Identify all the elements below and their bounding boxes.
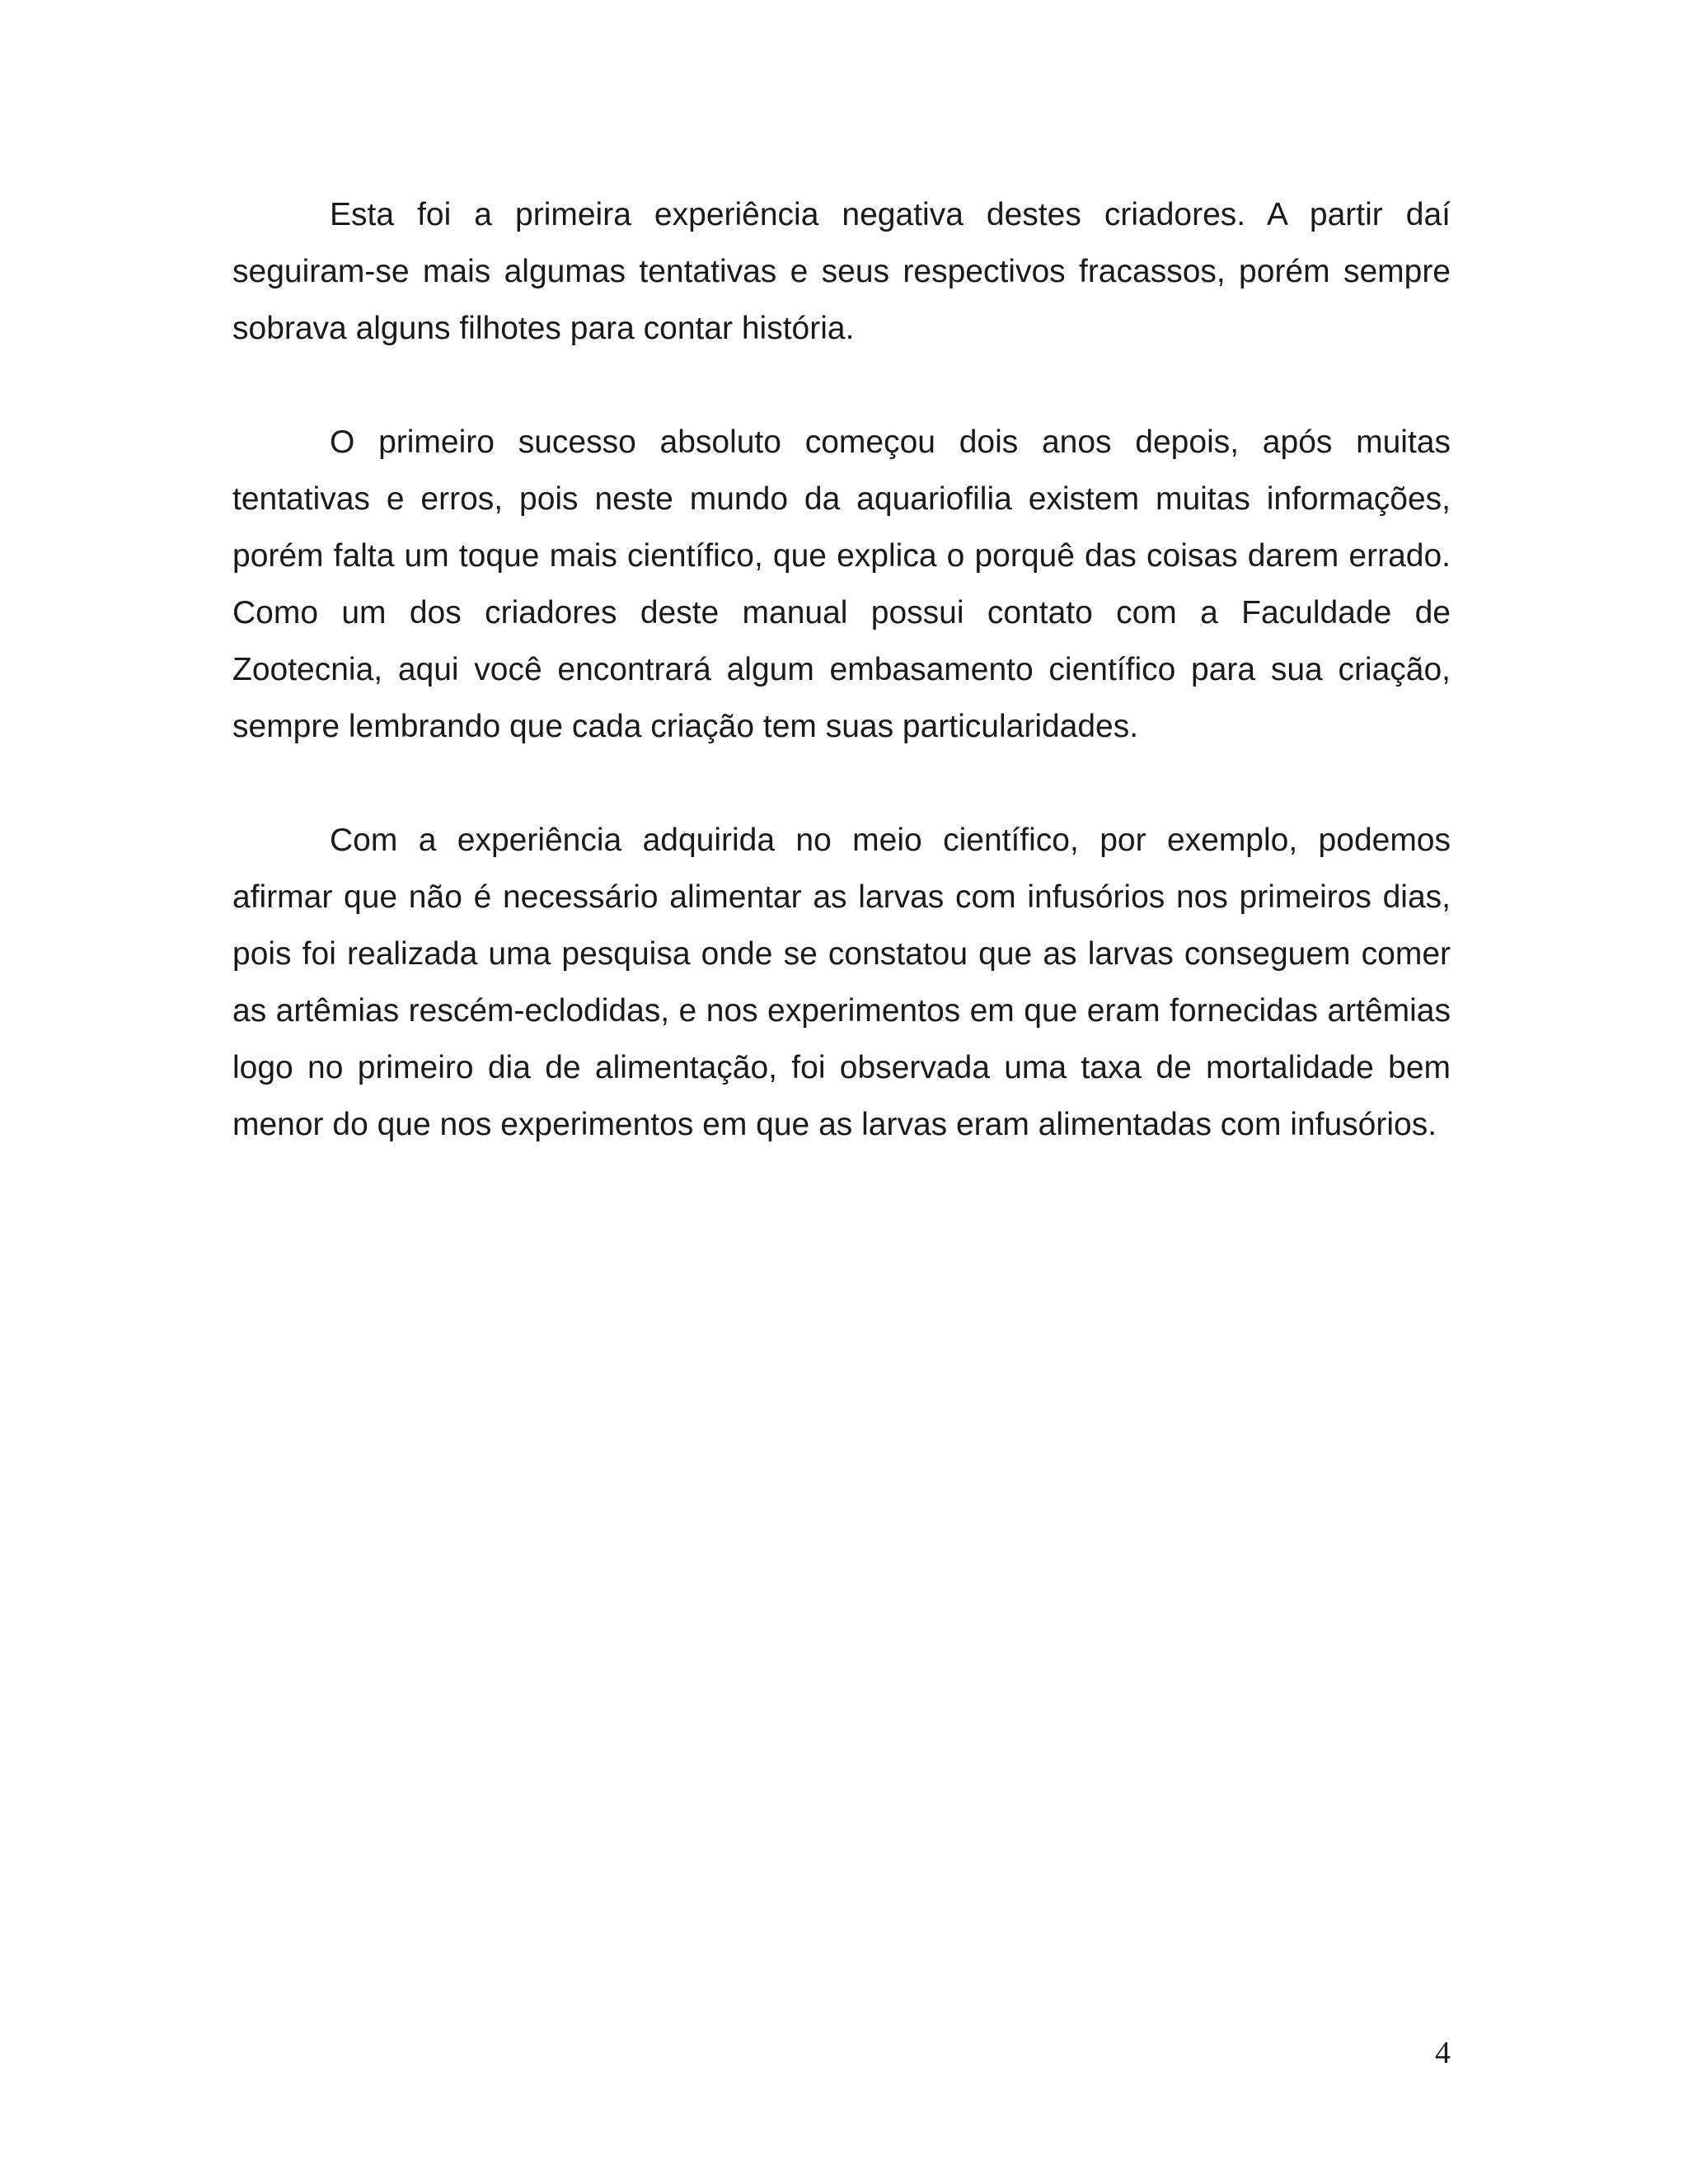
- paragraph-3: Com a experiência adquirida no meio científico, por exemplo, podemos afirmar que não é necessário alimentar as larvas com infusórios nos primeiros dias, pois foi realizada uma pesquisa onde se constatou que as larvas conseguem comer as artêmias rescém-eclodidas, e nos experimentos em que eram fornecidas artêmias logo no primeiro dia de alimentação, foi observada uma taxa de mortalidade bem menor do que nos experimentos em que as larvas eram alimentadas com infusórios.: [232, 823, 1451, 1142]
- paragraph-2: O primeiro sucesso absoluto começou dois anos depois, após muitas tentativas e erros, pois neste mundo da aquariofilia existem muitas informações, porém falta um toque mais científico, que explica o porquê das coisas darem errado. Como um dos criadores deste manual possui contato com a Faculdade de Zootecnia, aqui você encontrará algum embasamento científico para sua criação, sempre lembrando que cada criação tem suas particularidades.: [232, 424, 1451, 744]
- body-text: [232, 186, 1451, 1210]
- paragraph-1: Esta foi a primeira experiência negativa destes criadores. A partir daí seguiram-se mais algumas tentativas e seus respectivos fracassos, porém sempre sobrava alguns filhotes para contar história.: [232, 197, 1451, 346]
- page-number: 4: [1435, 2036, 1451, 2070]
